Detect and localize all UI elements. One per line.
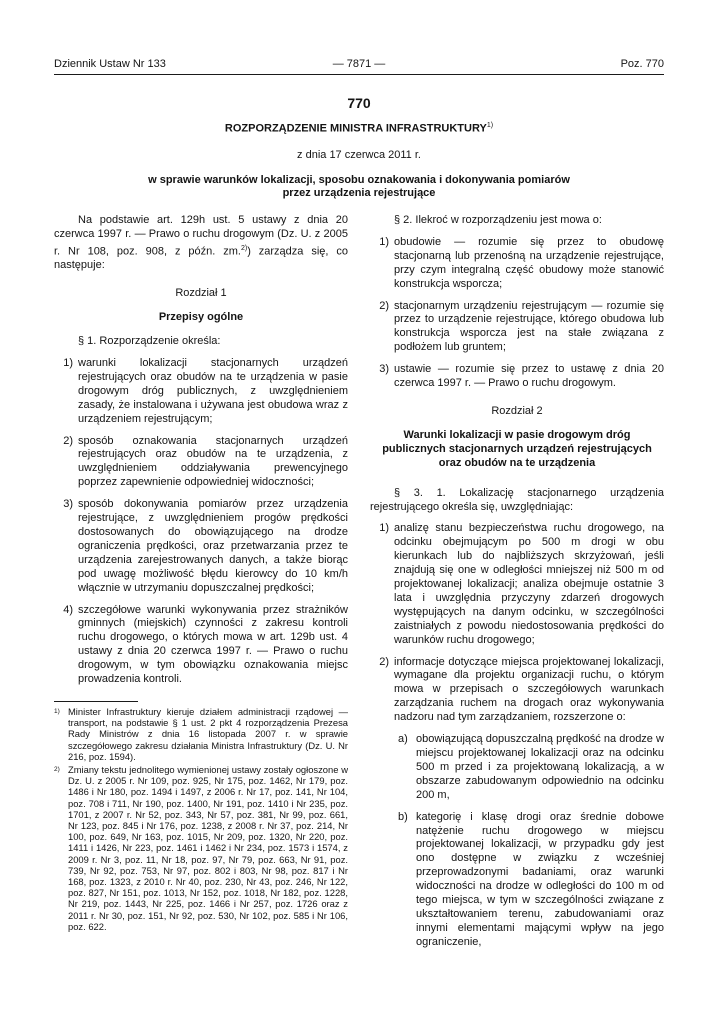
act-heading-text: ROZPORZĄDZENIE MINISTRA INFRASTRUKTURY	[224, 122, 487, 135]
paragraph-2-intro: § 2. Ilekroć w rozporządzeniu jest mowa o:	[394, 214, 602, 226]
act-date: z dnia 17 czerwca 2011 r.	[297, 149, 421, 161]
preamble-text-a: Na podstawie art. 129h ust. 5 ustawy z dnia 20 czerwca 1997 r. — Prawo o ruchu drogowym (Dz. U. z 2005 r. Nr 108, poz. 908, z późn. zm.	[54, 214, 348, 258]
footnote	[54, 706, 348, 762]
preamble-footnote-ref: 2)	[240, 244, 248, 252]
chapter-2-title	[370, 429, 664, 471]
left-column	[54, 214, 348, 934]
act-heading-footnote-ref: 1)	[486, 122, 494, 129]
chapter-2-title-line: oraz obudów na te urządzenia	[438, 456, 596, 469]
list-item: 2) sposób oznakowania stacjonarnych urządzeń rejestrujących oraz obudów na te urządzenia, z uwzględnieniem oddziaływania prewencyjnego poprzez zapewnienie odpowiedniej widoczności;	[63, 434, 348, 489]
footnote-rule	[54, 701, 138, 702]
list-item: 4) szczegółowe warunki wykonywania przez strażników gminnych (miejskich) czynności z zakresu kontroli ruchu drogowego, o których mowa w art. 129b ust. 4 ustawy z dnia 20 czerwca 1997 r. — Prawo o ruchu drogowym, w tym obowiązku oznakowania miejsc prowadzenia kontroli.	[63, 603, 348, 686]
act-subject	[54, 174, 664, 200]
list-item: 2) stacjonarnym urządzeniu rejestrującym — rozumie się przez to urządzenie rejestrujące, którego obudowa lub konstrukcja wsporcza jest na stałe związana z podłożem lub gruntem;	[379, 299, 664, 354]
paragraph-1-list	[54, 357, 348, 687]
footnote-text: Zmiany tekstu jednolitego wymienionej ustawy zostały ogłoszone w Dz. U. z 2005 r. Nr 109, poz. 925, Nr 175, poz. 1462, Nr 179, poz. 1486 i Nr 180, poz. 1494 i 1497, z 2006 r. Nr 17, poz. 141, Nr 104, poz. 708 i 711, Nr 190, poz. 1400, Nr 191, poz. 1410 i Nr 235, poz. 1701, z 2007 r. Nr 52, poz. 343, Nr 57, poz. 381, Nr 99, poz. 661, Nr 123, poz. 845 i Nr 176, poz. 1238, z 2008 r. Nr 37, poz. 214, Nr 100, poz. 649, Nr 163, poz. 1015, Nr 209, poz. 1320, Nr 220, poz. 1411 i 1426, Nr 223, poz. 1461 i 1462 i Nr 234, poz. 1573 i 1574, z 2009 r. Nr 3, poz. 11, Nr 18, poz. 97, Nr 79, poz. 663, Nr 91, poz. 739, Nr 92, poz. 753, Nr 97, poz. 802 i 803, Nr 98, poz. 817 i Nr 168, poz. 1323, z 2010 r. Nr 40, poz. 230, Nr 43, poz. 246, Nr 122, poz. 827, Nr 151, poz. 1013, Nr 152, poz. 1018, Nr 182, poz. 1228, Nr 219, poz. 1443, Nr 225, poz. 1466 i Nr 257, poz. 1726 oraz z 2011 r. Nr 30, poz. 151, Nr 92, poz. 530, Nr 102, poz. 585 i Nr 106, poz. 622.	[68, 763, 348, 932]
position-number: Poz. 770	[620, 58, 664, 70]
footnote-text: Minister Infrastruktury kieruje działem administracji rządowej — transport, na podstawie § 1 ust. 2 pkt 4 rozporządzenia Prezesa Rady Ministrów z dnia 16 listopada 2007 r. w sprawie szczegółowego zakresu działania Ministra Infrastruktury (Dz. U. Nr 216, poz. 1594).	[68, 705, 348, 762]
paragraph-3-list	[370, 522, 664, 949]
paragraph-3-intro: § 3. 1. Lokalizację stacjonarnego urządzenia rejestrującego określa się, uwzględniając:	[370, 486, 664, 513]
list-item: 1) obudowie — rozumie się przez to obudowę stacjonarną lub przenośną na urządzenie rejestrujące, przy czym integralną część obudowy może stanowić konstrukcja wsporcza;	[379, 235, 664, 290]
list-item: 1) warunki lokalizacji stacjonarnych urządzeń rejestrujących oraz obudów na te urządzenia w pasie drogowym dróg publicznych, z uwzględnieniem zasady, że instalowana i używana jest obudowa wraz z urządzeniem rejestrującym;	[63, 357, 348, 425]
page-number: — 7871 —	[332, 58, 386, 70]
journal-name: Dziennik Ustaw Nr 133	[54, 58, 166, 70]
page-header	[54, 58, 664, 72]
chapter-1-label: Rozdział 1	[175, 287, 227, 300]
sub-list-item: b) kategorię i klasę drogi oraz średnie dobowe natężenie ruchu drogowego w miejscu projektowanej lokalizacji, w przypadku gdy jest ono dostępne w związku z wcześniej przeprowadzonymi badaniami, oraz warunki widoczności na drodze w odległości do 100 m od tego miejsca, w tym w szczególności związane z ukształtowaniem terenu, zabudowaniami oraz innymi elementami mającymi wpływ na jego ograniczenie,	[398, 810, 664, 948]
act-heading	[54, 122, 664, 135]
sub-list-item: a) obowiązującą dopuszczalną prędkość na drodze w miejscu projektowanej lokalizacji oraz na odcinku 500 m przed i za projektowaną lokalizacją, a w obszarze zabudowanym odpowiednio na odcinku 200 m,	[398, 733, 664, 801]
list-item: 3) ustawie — rozumie się przez to ustawę z dnia 20 czerwca 1997 r. — Prawo o ruchu drogowym.	[379, 363, 664, 390]
list-item: 1) analizę stanu bezpieczeństwa ruchu drogowego, na odcinku obejmującym po 500 m drogi w obu kierunkach lub do najbliższych skrzyżowań, jeśli znajdują się one w odległości mniejszej niż 500 m od projektowanej lokalizacji; analiza obejmuje ostatnie 3 lata i uwzględnia przyczyny zdarzeń drogowych występujących na danym odcinku, w szczególności zaistniałych z powodu niedostosowania prędkości do warunków ruchu drogowego;	[379, 522, 664, 646]
footnote-number: 1)	[54, 707, 60, 715]
list-item: 2) informacje dotyczące miejsca projektowanej lokalizacji, wymagane dla projektu organizacji ruchu, o którym mowa w przepisach o szczegółowych warunkach zarządzania ruchem na drogach oraz wykonywania nadzoru nad tym zarządzaniem, rozszerzone o:	[379, 655, 664, 724]
footnote-number: 2)	[54, 765, 60, 773]
right-column	[370, 214, 664, 958]
act-subject-line-1: w sprawie warunków lokalizacji, sposobu oznakowania i dokonywania pomiarów	[148, 174, 570, 186]
act-number: 770	[347, 95, 371, 111]
list-item: 3) sposób dokonywania pomiarów przez urządzenia rejestrujące, z uwzględnieniem progów prędkości dostosowanych do obowiązującego na drodze ograniczenia prędkości, oraz przetwarzania przez te urządzenia zarejestrowanych danych, a także biorąc pod uwagę możliwość błędu kierowcy do 10 km/h włącznie w utrzymaniu dopuszczalnej prędkości;	[63, 498, 348, 594]
act-subject-line-2: przez urządzenia rejestrujące	[282, 187, 436, 199]
chapter-2-label: Rozdział 2	[491, 404, 543, 417]
paragraph-1-intro: § 1. Rozporządzenie określa:	[78, 335, 221, 348]
preamble	[54, 214, 348, 273]
chapter-1-title: Przepisy ogólne	[158, 311, 244, 324]
paragraph-2-list	[370, 236, 664, 391]
header-rule	[54, 74, 664, 75]
preamble-text-b: ) zarządza się, co następuje:	[54, 245, 348, 272]
chapter-2-title-line: publicznych stacjonarnych urządzeń rejestrujących	[382, 442, 652, 455]
footnote	[54, 764, 348, 932]
chapter-2-title-line: Warunki lokalizacji w pasie drogowym dróg	[403, 428, 631, 441]
